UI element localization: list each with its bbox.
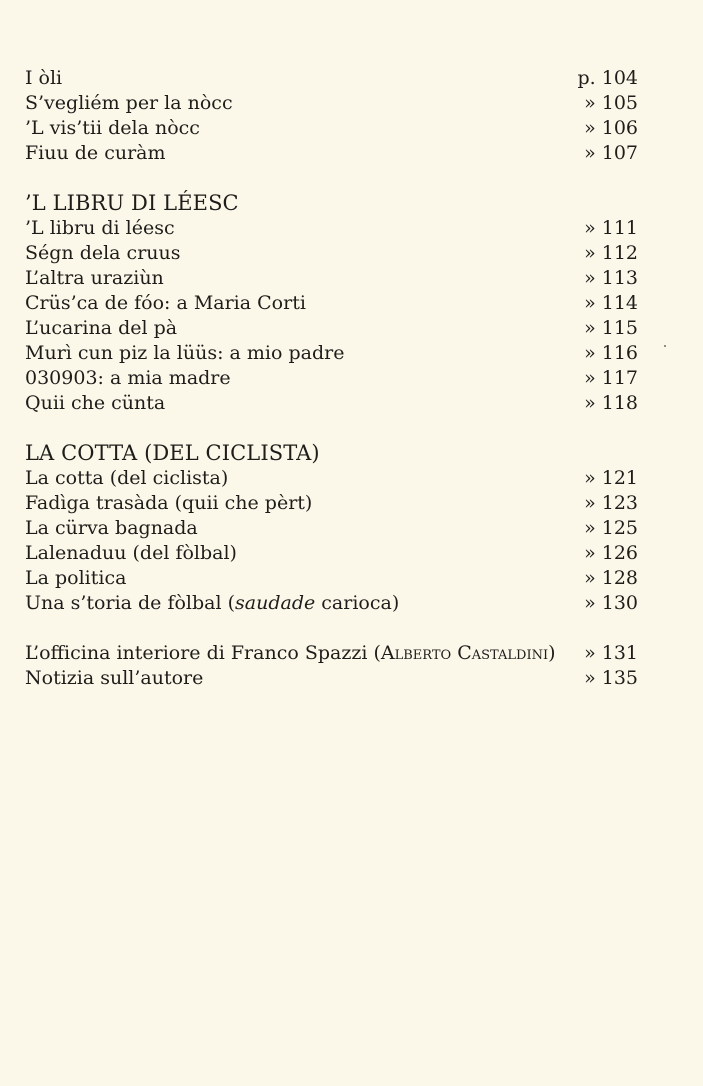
entry-title: ’L libru di léesc: [25, 217, 175, 239]
entry-title: Fadìga trasàda (quii che pèrt): [25, 492, 313, 514]
entry-title: [25, 591, 399, 616]
entry-page: » 106: [584, 117, 638, 139]
entry-page: » 128: [584, 567, 638, 589]
toc-entry: [25, 216, 638, 241]
toc-entry: [25, 266, 638, 291]
entry-title-after: ): [548, 642, 556, 664]
toc-entry: [25, 641, 638, 666]
entry-title: La cürva bagnada: [25, 517, 198, 539]
toc-entry: [25, 466, 638, 491]
entry-page: » 126: [584, 542, 638, 564]
ink-speck: [664, 345, 666, 347]
entry-title: [25, 641, 556, 666]
entry-title: Fiuu de curàm: [25, 142, 166, 164]
entry-page: » 113: [584, 267, 638, 289]
entry-title: ’L vis’tii dela nòcc: [25, 117, 200, 139]
entry-title: La politica: [25, 567, 127, 589]
section-title: ’L LIBRU DI LÉESC: [25, 191, 239, 215]
toc-entry: [25, 666, 638, 691]
toc-entry: [25, 541, 638, 566]
toc-entry: [25, 491, 638, 516]
toc-group-continuation: [25, 66, 638, 166]
entry-page: » 131: [584, 642, 638, 664]
table-of-contents: [25, 66, 638, 691]
toc-entry: [25, 341, 638, 366]
entry-title: L’altra uraziùn: [25, 267, 164, 289]
entry-title: Lalenaduu (del fòlbal): [25, 542, 237, 564]
entry-title-italic: saudade: [235, 592, 316, 614]
entry-page: » 115: [584, 317, 638, 339]
toc-entry: [25, 116, 638, 141]
entry-page: p. 104: [577, 67, 638, 89]
toc-entry: [25, 66, 638, 91]
entry-page: » 123: [584, 492, 638, 514]
toc-group-libru-di-leesc: [25, 191, 638, 416]
toc-entry: [25, 241, 638, 266]
toc-entry: [25, 566, 638, 591]
toc-entry: [25, 366, 638, 391]
entry-title: Murì cun piz la lüüs: a mio padre: [25, 342, 345, 364]
entry-title: Notizia sull’autore: [25, 667, 204, 689]
entry-title: L’ucarina del pà: [25, 317, 178, 339]
entry-page: » 112: [584, 242, 638, 264]
entry-page: » 107: [584, 142, 638, 164]
toc-group-appendix: [25, 641, 638, 691]
entry-page: » 111: [584, 217, 638, 239]
entry-title: 030903: a mia madre: [25, 367, 231, 389]
entry-page: » 116: [584, 342, 638, 364]
entry-title-after: carioca): [315, 592, 400, 614]
entry-page: » 114: [584, 292, 638, 314]
entry-title-before: L’officina interiore di Franco Spazzi (: [25, 642, 381, 664]
entry-title: La cotta (del ciclista): [25, 467, 229, 489]
toc-entry: [25, 141, 638, 166]
entry-page: » 125: [584, 517, 638, 539]
toc-entry: [25, 316, 638, 341]
entry-author-smallcaps: Alberto Castaldini: [380, 642, 549, 664]
entry-page: » 118: [584, 392, 638, 414]
entry-page: » 117: [584, 367, 638, 389]
entry-title-before: Una s’toria de fòlbal (: [25, 592, 236, 614]
entry-page: » 105: [584, 92, 638, 114]
entry-page: » 135: [584, 667, 638, 689]
toc-group-la-cotta: [25, 441, 638, 616]
entry-page: » 130: [584, 592, 638, 614]
section-title: LA COTTA (DEL CICLISTA): [25, 441, 320, 465]
toc-entry: [25, 391, 638, 416]
entry-title: I òli: [25, 67, 63, 89]
toc-entry: [25, 516, 638, 541]
entry-title: Crüs’ca de fóo: a Maria Corti: [25, 292, 306, 314]
toc-entry: [25, 591, 638, 616]
entry-page: » 121: [584, 467, 638, 489]
entry-title: Quii che cünta: [25, 392, 166, 414]
toc-entry: [25, 291, 638, 316]
toc-entry: [25, 91, 638, 116]
entry-title: S’vegliém per la nòcc: [25, 92, 233, 114]
entry-title: Ségn dela cruus: [25, 242, 181, 264]
